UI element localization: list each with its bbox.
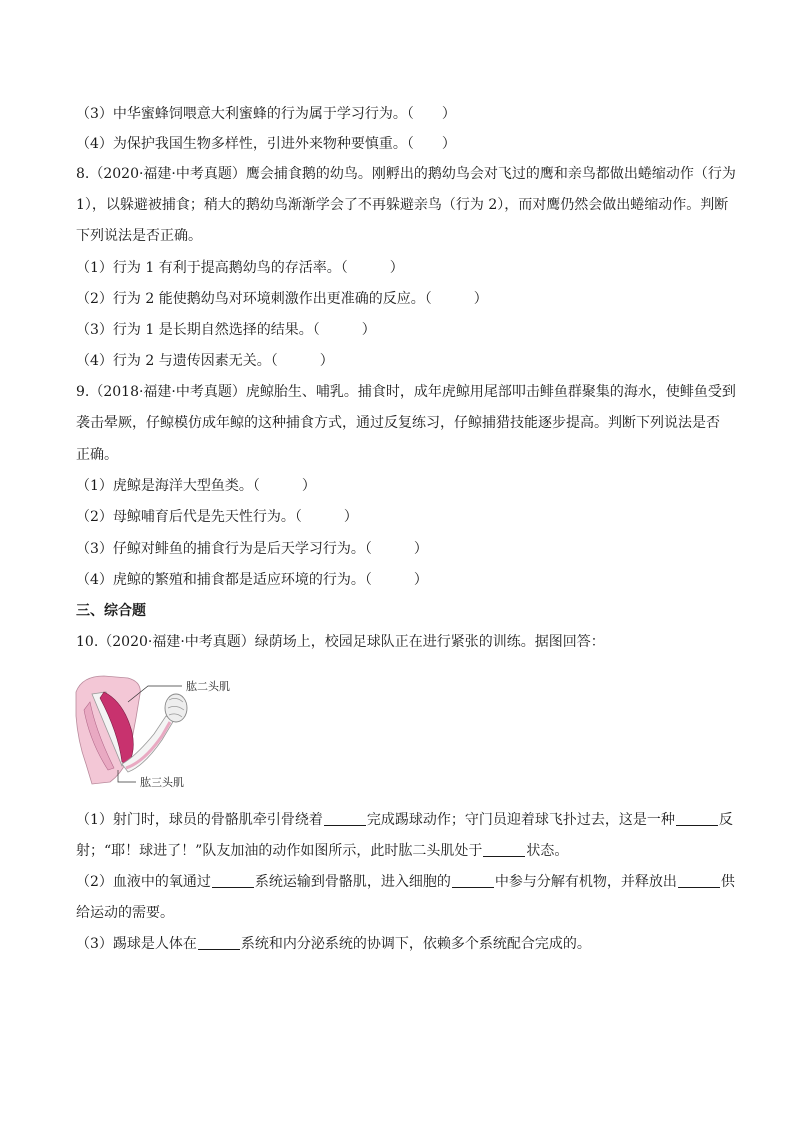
answer-blank[interactable] [452,873,494,888]
q10-p3-text-a: （3）踢球是人体在 [76,936,197,952]
q8-stem-line-3: 下列说法是否正确。 [76,228,202,244]
q10-p1-text-c: 反 [718,812,733,828]
q9-stem-line-1: 9.（2018·福建·中考真题）虎鲸胎生、哺乳。捕食时，成年虎鲸用尾部叩击鲱鱼群聚集的海水，使鲱鱼受到 [76,384,736,400]
q10-p2-text-d: 供 [720,874,735,890]
q8-stem-line-1: 8.（2020·福建·中考真题）鹰会捕食鹅的幼鸟。刚孵出的鹅幼鸟会对飞过的鹰和亲鸟都做出蜷缩动作（行为 [76,166,736,182]
answer-blank[interactable] [212,873,254,888]
q8-item-2: （2）行为 2 能使鹅幼鸟对环境刺激作出更准确的反应。（ ） [76,291,488,307]
q10-p2-text-c: 中参与分解有机物，并释放出 [494,874,677,890]
q10-p1-text-e: 状态。 [526,843,569,859]
q10-stem: 10.（2020·福建·中考真题）绿荫场上，校园足球队正在进行紧张的训练。据图回答： [76,634,605,650]
q9-item-4: （4）虎鲸的繁殖和捕食都是适应环境的行为。（ ） [76,572,428,588]
section-title: 三、综合题 [76,603,146,619]
q8-stem-line-2: 1），以躲避被捕食；稍大的鹅幼鸟渐渐学会了不再躲避亲鸟（行为 2），而对鹰仍然会做出蜷缩动作。判断 [76,197,729,213]
q10-part-1-line-2 [76,841,726,861]
q9-item-1: （1）虎鲸是海洋大型鱼类。（ ） [76,478,316,494]
q8-item-3: （3）行为 1 是长期自然选择的结果。（ ） [76,322,376,338]
q10-p1-text-a: （1）射门时，球员的骨骼肌牵引骨绕着 [76,812,323,828]
answer-blank[interactable] [324,811,366,826]
q9-item-3: （3）仔鲸对鲱鱼的捕食行为是后天学习行为。（ ） [76,541,428,557]
q10-p2-text-b: 系统运输到骨骼肌，进入细胞的 [254,874,451,890]
q9-item-2: （2）母鲸哺育后代是先天性行为。（ ） [76,509,358,525]
q10-p1-text-d: 射；“耶！球进了！”队友加油的动作如图所示，此时肱二头肌处于 [76,843,483,859]
q10-part-2-line-1 [76,872,735,892]
q10-p3-text-b: 系统和内分泌系统的协调下，依赖多个系统配合完成的。 [240,936,591,952]
q10-p1-text-b: 完成踢球动作；守门员迎着球飞扑过去，这是一种 [366,812,675,828]
q8-item-1: （1）行为 1 有利于提高鹅幼鸟的存活率。（ ） [76,260,404,276]
biceps-label: 肱二头肌 [186,680,230,693]
answer-blank[interactable] [678,873,720,888]
triceps-label: 肱三头肌 [140,776,184,789]
answer-blank[interactable] [676,811,718,826]
q10-part-1-line-1 [76,810,733,830]
answer-blank[interactable] [483,842,525,857]
q10-p2-text-a: （2）血液中的氧通过 [76,874,211,890]
q9-stem-line-2: 袭击晕厥，仔鲸模仿成年鲸的这种捕食方式，通过反复练习，仔鲸捕猎技能逐步提高。判断下列说法是否 [76,415,720,431]
q10-part-2-line-2: 给运动的需要。 [76,905,174,921]
q7-item-3: （3）中华蜜蜂饲喂意大利蜜蜂的行为属于学习行为。（ ） [76,106,456,122]
q8-item-4: （4）行为 2 与遗传因素无关。（ ） [76,353,334,369]
q7-item-4: （4）为保护我国生物多样性，引进外来物种要慎重。（ ） [76,136,456,152]
q9-stem-line-3: 正确。 [76,447,118,463]
answer-blank[interactable] [198,935,240,950]
q10-part-3 [76,934,726,954]
arm-muscle-figure [70,672,260,792]
